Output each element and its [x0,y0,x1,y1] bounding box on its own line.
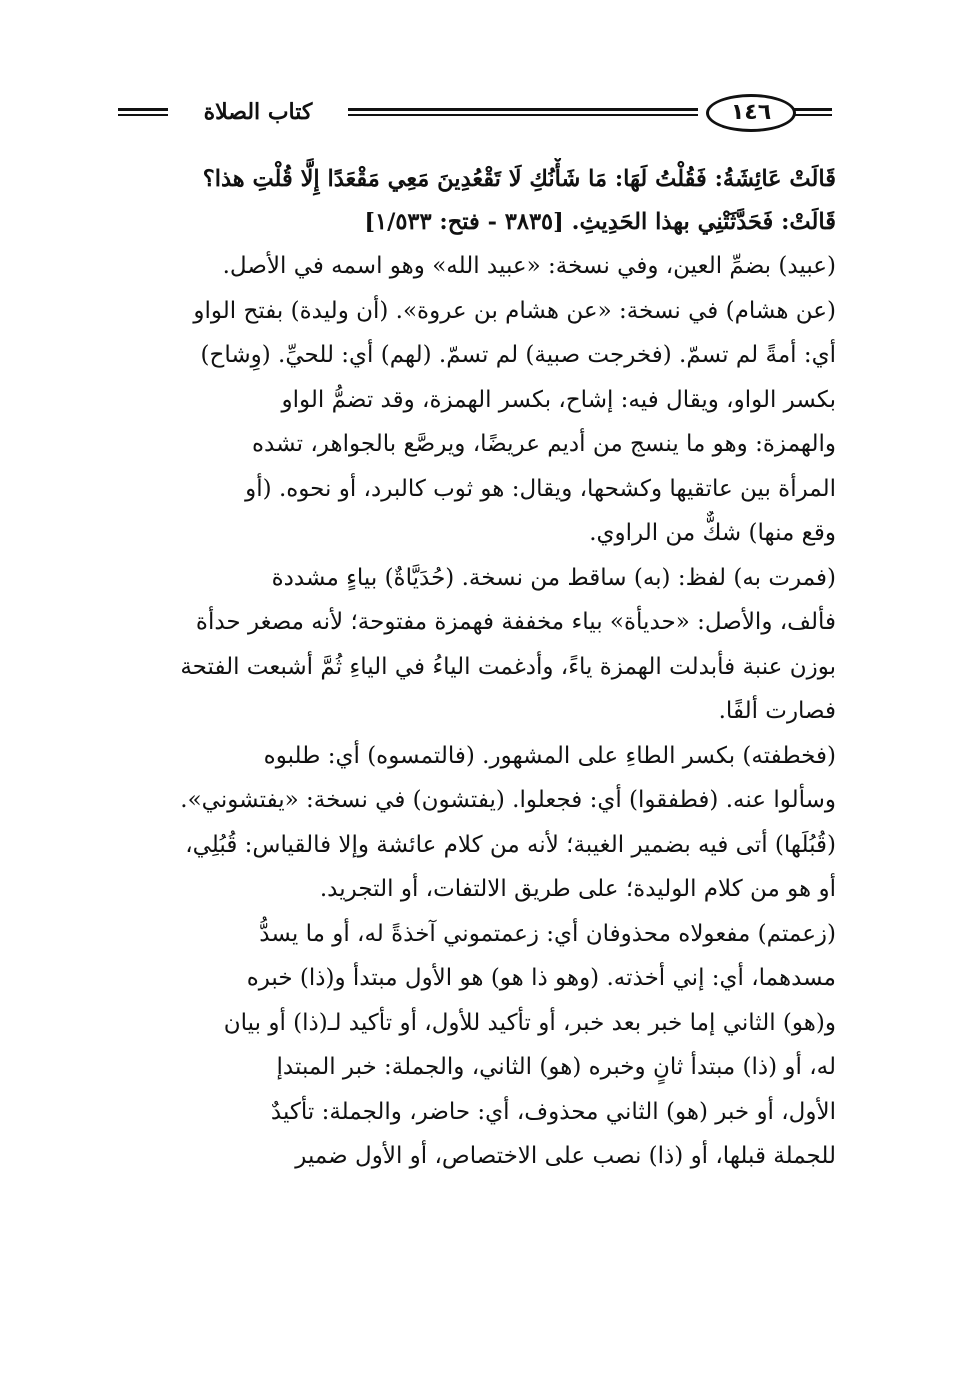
commentary-line: (فخطفته) بكسر الطاءِ على المشهور. (فالتمسوه) أي: طلبوه [263,742,836,769]
page-number: ١٤٦ [706,94,796,132]
page-header [118,92,834,138]
commentary-line: وقع منها) شكٌّ من الراوي. [589,520,836,546]
commentary-line: (قُبُلَها) أتى فيه بضمير الغيبة؛ لأنه من كلام عائشة وإلا فالقياس: قُبُلِي، [185,831,836,858]
hadith-line: قَالَتْ: فَحَدَّثَتْنِي بهذا الحَدِيثِ. [٣٨٣٥ - فتح: ١/٥٣٣] [364,209,836,235]
header-rule-right [794,108,832,118]
commentary-line: المرأة بين عاتقيها وكشحها، ويقال: هو ثوب كالبرد، أو نحوه. (أو [245,475,836,502]
commentary-line: له، أو (ذا) مبتدأ ثانٍ وخبره (هو) الثاني، والجملة: خبر المبتدإ [276,1054,836,1080]
commentary-line: و(هو) الثاني إما خبر بعد خبر، أو تأكيد للأول، أو تأكيد لـ(ذا) أو بيان [223,1009,836,1036]
commentary-line: فألف، والأصل: «حديأة» بياء مخففة فهمزة مفتوحة؛ لأنه مصغر حدأة [195,609,836,635]
commentary-line: أو هو من كلام الوليدة؛ على طريق الالتفات، أو التجريد. [319,876,836,902]
commentary-line: فصارت ألفًا. [718,698,836,724]
commentary-line: والهمزة: وهو ما ينسج من أديم عريضًا، ويرصَّع بالجواهر، تشده [252,431,836,457]
commentary-line: الأول، أو خبر (هو) الثاني محذوف، أي: حاضر، والجملة: تأكيدٌ [270,1098,836,1125]
commentary-line: (عبيد) بضمِّ العين، وفي نسخة: «عبيد الله» وهو اسمه في الأصل. [222,253,836,279]
commentary-line: (زعمتم) مفعولاه محذوفان أي: زعمتموني آخذةً له، أو ما يسدُّ [259,920,836,947]
commentary-line: للجملة قبلها، أو (ذا) نصب على الاختصاص، أو الأول ضمير [295,1143,836,1169]
commentary-line: بوزن عنبة فأبدلت الهمزة ياءً، وأدغمت الياءُ في الياءِ ثُمَّ أشبعت الفتحة [180,653,836,680]
commentary-line: أي: أمةً لم تسمّ. (فخرجت صبية) لم تسمّ. (لهم) أي: للحيِّ. (وِشاح) [200,342,836,368]
book-title: كتاب الصلاة [203,99,313,125]
commentary-line: وسألوا عنه. (فطفقوا) أي: فجعلوا. (يفتشون) في نسخة: «يفتشوني». [180,787,836,813]
commentary-line: مسدهما، أي: إني أخذته. (وهو ذا هو) هو الأول مبتدأ و(ذا) خبره [246,965,836,991]
commentary-text [120,244,836,1179]
commentary-line: (فمرت به) لفظ: (به) ساقط من نسخة. (حُدَيَّاةٌ) بياءٍ مشددة [271,564,836,591]
commentary-line: (عن هشام) في نسخة: «عن هشام بن عروة». (أن وليدة) بفتح الواو [193,297,836,324]
page-text [120,158,836,1179]
hadith-text [120,158,836,244]
hadith-line: قَالَتْ عَائِشَةُ: فَقُلْتُ لَهَا: مَا شَأْنُكِ لَا تَقْعُدِينَ مَعِي مَقْعَدًا إِلَّا قُلْتِ هذا؟ [202,166,836,192]
commentary-line: بكسر الواو، ويقال فيه: إشاح، بكسر الهمزة، وقد تضمُّ الواو [281,386,836,413]
header-rule-left [118,108,168,118]
header-rule-middle [348,108,698,118]
